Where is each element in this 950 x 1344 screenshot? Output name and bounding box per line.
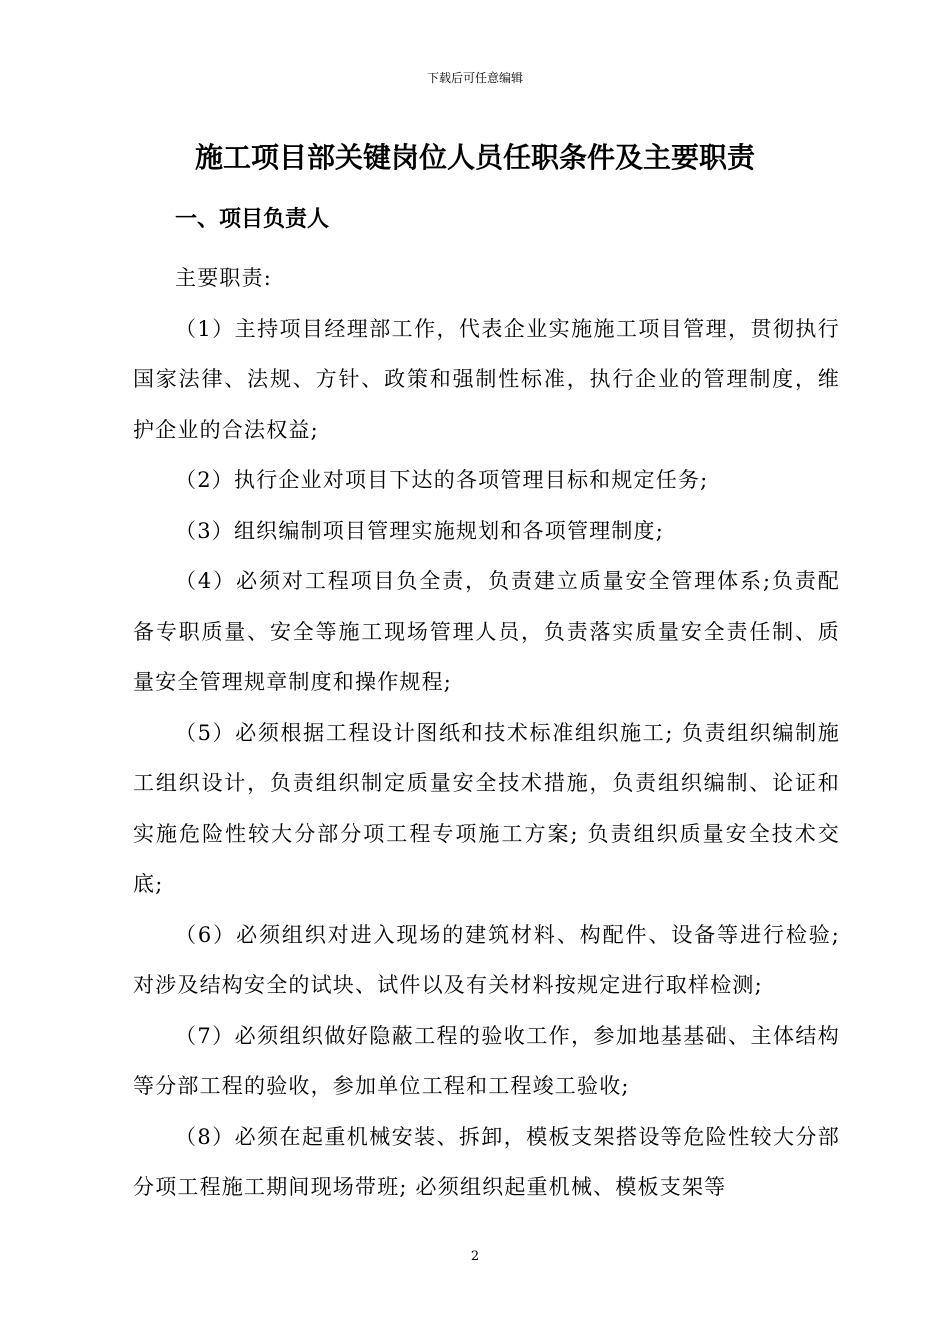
paragraph-2: （2）执行企业对项目下达的各项管理目标和规定任务; bbox=[175, 468, 709, 492]
document-title: 施工项目部关键岗位人员任职条件及主要职责 bbox=[194, 141, 755, 174]
paragraph-1: （1）主持项目经理部工作，代表企业实施施工项目管理，贯彻执行国家法律、法规、方针、政策和强制性标准，执行企业的管理制度，维护企业的合法权益; bbox=[133, 316, 840, 442]
paragraph-8: （8）必须在起重机械安装、拆卸，模板支架搭设等危险性较大分部分项工程施工期间现场带班; 必须组织起重机械、模板支架等 bbox=[133, 1124, 840, 1199]
document-body bbox=[133, 253, 840, 1213]
paragraph-4: （4）必须对工程项目负全责，负责建立质量安全管理体系;负责配备专职质量、安全等施工现场管理人员，负责落实质量安全责任制、质量安全管理规章制度和操作规程; bbox=[133, 569, 840, 694]
paragraph-3: （3）组织编制项目管理实施规划和各项管理制度; bbox=[175, 518, 665, 543]
section-heading: 一、项目负责人 bbox=[175, 206, 330, 232]
paragraph-5: （5）必须根据工程设计图纸和技术标准组织施工; 负责组织编制施工组织设计，负责组织制定质量安全技术措施，负责组织编制、论证和实施危险性较大分部分项工程专项施工方案; 负责组织质量安全技术交底; bbox=[133, 720, 840, 896]
header-note: 下载后可任意编辑 bbox=[426, 71, 523, 85]
paragraph-7: （7）必须组织做好隐蔽工程的验收工作，参加地基基础、主体结构等分部工程的验收，参加单位工程和工程竣工验收; bbox=[133, 1023, 840, 1098]
page-number: 2 bbox=[470, 1249, 480, 1264]
paragraph-6: （6）必须组织对进入现场的建筑材料、构配件、设备等进行检验; 对涉及结构安全的试块、试件以及有关材料按规定进行取样检测; bbox=[133, 922, 840, 997]
subheading: 主要职责: bbox=[175, 266, 273, 290]
